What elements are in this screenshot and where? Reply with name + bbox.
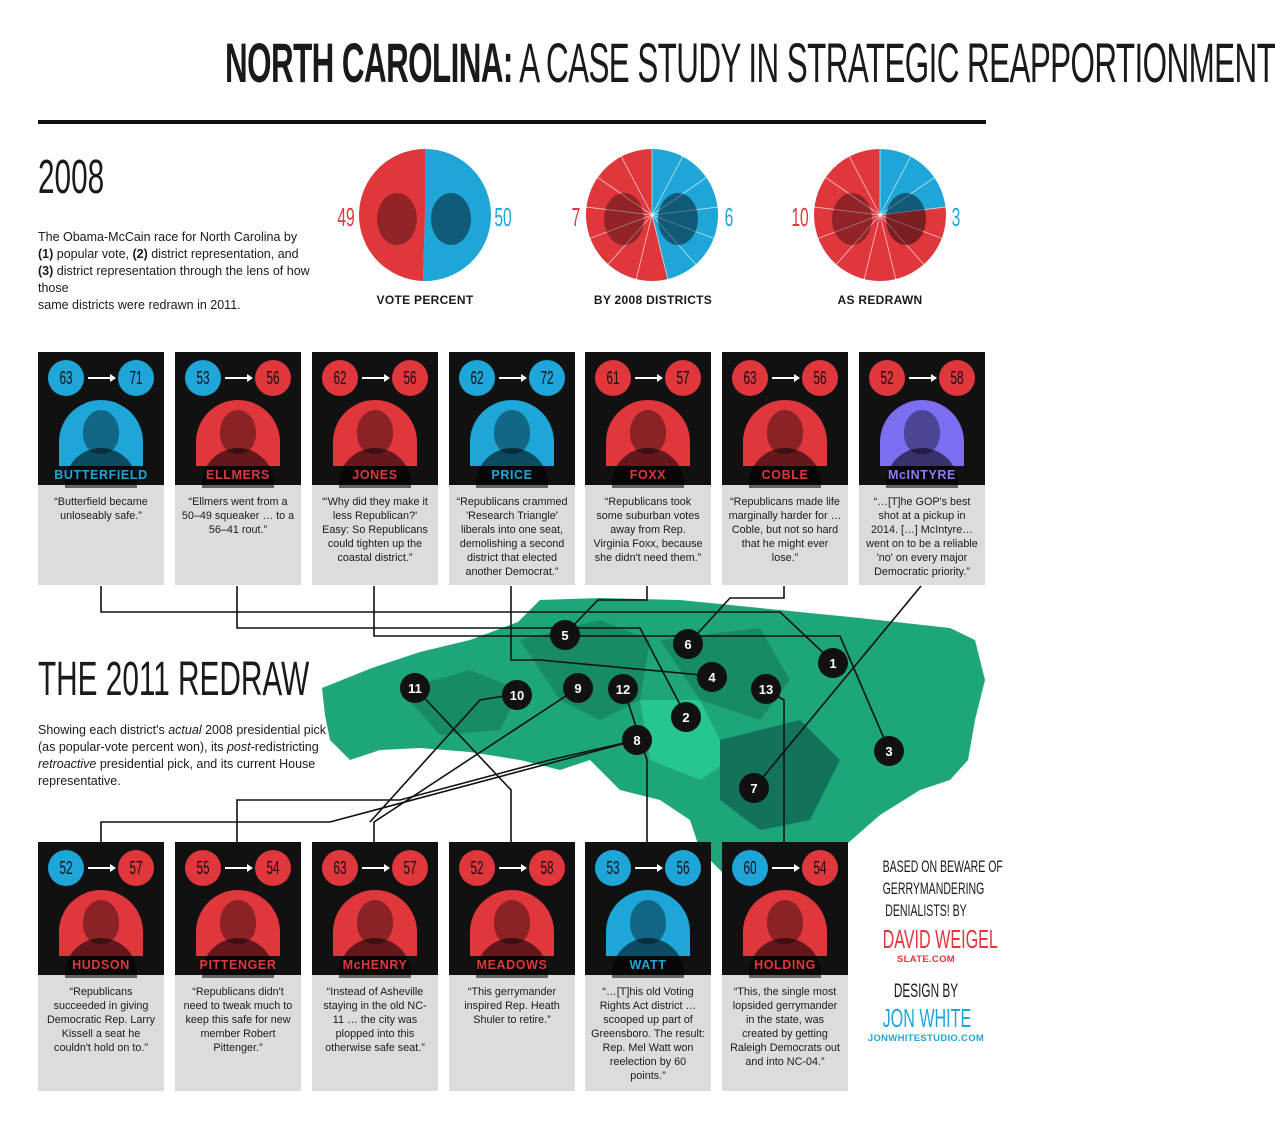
vote-2008-badge — [322, 850, 358, 886]
representative-portrait — [880, 400, 964, 466]
pie-districts-mccain: 7 — [571, 202, 581, 232]
bottom-card-meadows — [449, 842, 575, 1091]
vote-2008-badge — [185, 360, 221, 396]
intro-2011 — [38, 722, 338, 790]
pie-redrawn-obama: 3 — [951, 202, 961, 232]
intro-2011-e: -redistricting — [250, 740, 319, 754]
intro-2008-n3: (3) — [38, 264, 54, 278]
credit-based-on-1: BASED ON BEWARE OF — [882, 857, 1003, 876]
arrow-icon — [635, 377, 661, 379]
vote-redrawn-badge — [529, 850, 565, 886]
intro-2008-t3: district representation through the lens of how those — [38, 264, 310, 295]
vote-2008-badge — [732, 850, 768, 886]
representative-quote: “Republicans made life marginally harder for … Coble, but not so hard that he might ever lose.” — [722, 485, 848, 585]
district-11: 11 — [400, 673, 430, 703]
representative-quote: “This, the single most lopsided gerrymander in the state, was created by getting Raleigh Democrats out and into NC-04.” — [722, 975, 848, 1091]
arrow-icon — [88, 377, 114, 379]
title-bold: NORTH CAROLINA: — [225, 31, 513, 94]
representative-name: HOLDING — [754, 958, 816, 972]
bottom-card-watt — [585, 842, 711, 1091]
district-10: 10 — [502, 680, 532, 710]
district-8: 8 — [622, 725, 652, 755]
district-2: 2 — [671, 702, 701, 732]
intro-2011-d: post — [226, 740, 251, 754]
bottom-card-hudson — [38, 842, 164, 1091]
vote-redrawn-badge — [118, 360, 154, 396]
representative-quote: “Republicans crammed 'Research Triangle' liberals into one seat, demolishing a second district that elected another Democrat.” — [449, 485, 575, 585]
vote-2008-value: 62 — [333, 367, 347, 388]
district-7: 7 — [739, 773, 769, 803]
card-header — [312, 842, 438, 975]
title-rest: A CASE STUDY IN STRATEGIC REAPPORTIONMENT — [512, 31, 1275, 94]
vote-redrawn-value: 71 — [129, 367, 143, 388]
arrow-icon — [362, 377, 388, 379]
vote-2008-value: 53 — [196, 367, 210, 388]
vote-2008-badge — [595, 360, 631, 396]
credit-author: DAVID WEIGEL — [882, 924, 998, 954]
vote-2008-value: 63 — [743, 367, 757, 388]
arrow-icon — [772, 377, 798, 379]
bottom-card-pittenger — [175, 842, 301, 1091]
district-12: 12 — [608, 674, 638, 704]
arrow-icon — [362, 867, 388, 869]
card-header — [449, 352, 575, 485]
top-card-price — [449, 352, 575, 585]
vote-redrawn-value: 56 — [676, 857, 690, 878]
representative-name: COBLE — [761, 468, 809, 482]
representative-name: PRICE — [491, 468, 533, 482]
intro-2008-t2: district representation, and — [147, 247, 299, 261]
representative-portrait — [59, 400, 143, 466]
representative-name: ELLMERS — [206, 468, 270, 482]
vote-redrawn-badge — [529, 360, 565, 396]
representative-quote: “This gerrymander inspired Rep. Heath Shuler to retire.” — [449, 975, 575, 1091]
vote-2008-badge — [732, 360, 768, 396]
top-card-jones — [312, 352, 438, 585]
arrow-icon — [225, 867, 251, 869]
representative-portrait — [196, 890, 280, 956]
vote-redrawn-badge — [118, 850, 154, 886]
representative-quote: “'Why did they make it less Republican?' Easy: So Republicans could tighten up the coastal district.” — [312, 485, 438, 585]
vote-2008-value: 61 — [606, 367, 620, 388]
representative-name: MEADOWS — [476, 958, 548, 972]
vote-redrawn-badge — [665, 850, 701, 886]
card-header — [722, 352, 848, 485]
arrow-icon — [635, 867, 661, 869]
representative-portrait — [743, 890, 827, 956]
vote-2008-value: 55 — [196, 857, 210, 878]
bottom-card-holding — [722, 842, 848, 1091]
district-9: 9 — [563, 673, 593, 703]
top-card-butterfield — [38, 352, 164, 585]
vote-redrawn-badge — [939, 360, 975, 396]
pie-vote-label: VOTE PERCENT — [376, 293, 474, 307]
intro-2008-line1: The Obama-McCain race for North Carolina by — [38, 230, 298, 244]
intro-2008-n1: (1) — [38, 247, 54, 261]
vote-redrawn-value: 54 — [266, 857, 280, 878]
representative-quote: “Instead of Asheville staying in the old NC-11 … the city was plopped into this otherwise safe seat.” — [312, 975, 438, 1091]
arrow-icon — [499, 867, 525, 869]
representative-quote: “Republicans succeeded in giving Democratic Rep. Larry Kissell a seat he couldn't hold on to.” — [38, 975, 164, 1091]
representative-name: HUDSON — [72, 958, 130, 972]
representative-portrait — [470, 890, 554, 956]
intro-2011-g: presidential pick, and its current House representative. — [38, 757, 316, 788]
card-header — [722, 842, 848, 975]
vote-redrawn-badge — [255, 850, 291, 886]
representative-portrait — [606, 400, 690, 466]
representative-name: WATT — [629, 958, 667, 972]
vote-2008-value: 63 — [59, 367, 73, 388]
intro-2011-c: 2008 presidential pick (as popular-vote percent won), its — [38, 723, 326, 754]
vote-redrawn-value: 57 — [676, 367, 690, 388]
card-header — [585, 842, 711, 975]
representative-name: FOXX — [629, 468, 667, 482]
representative-portrait — [743, 400, 827, 466]
vote-redrawn-badge — [802, 360, 838, 396]
intro-2011-a: Showing each district's — [38, 723, 169, 737]
top-card-foxx — [585, 352, 711, 585]
heading-2008: 2008 — [38, 151, 105, 204]
vote-redrawn-badge — [665, 360, 701, 396]
vote-redrawn-value: 54 — [813, 857, 827, 878]
vote-2008-badge — [459, 850, 495, 886]
heading-2011: THE 2011 REDRAW — [38, 653, 310, 706]
district-1: 1 — [818, 648, 848, 678]
pie-redrawn-label: AS REDRAWN — [837, 293, 923, 307]
vote-redrawn-value: 58 — [950, 367, 964, 388]
vote-2008-value: 52 — [880, 367, 894, 388]
representative-name: BUTTERFIELD — [54, 468, 148, 482]
vote-2008-value: 52 — [59, 857, 73, 878]
card-header — [175, 842, 301, 975]
arrow-icon — [772, 867, 798, 869]
vote-redrawn-value: 56 — [813, 367, 827, 388]
representative-name: JONES — [352, 468, 398, 482]
vote-redrawn-value: 56 — [266, 367, 280, 388]
arrow-icon — [88, 867, 114, 869]
vote-2008-badge — [185, 850, 221, 886]
top-card-ellmers — [175, 352, 301, 585]
card-header — [312, 352, 438, 485]
arrow-icon — [225, 377, 251, 379]
representative-quote: “Republicans took some suburban votes away from Rep. Virginia Foxx, because she didn't need them.” — [585, 485, 711, 585]
vote-redrawn-badge — [392, 360, 428, 396]
representative-quote: “Ellmers went from a 50–49 squeaker … to a 56–41 rout.” — [175, 485, 301, 585]
vote-redrawn-badge — [802, 850, 838, 886]
credit-based-on-3: DENIALISTS! BY — [885, 901, 967, 920]
credit-author-url: SLATE.COM — [897, 954, 955, 965]
pie-vote-obama: 50 — [494, 202, 512, 232]
district-6: 6 — [673, 629, 703, 659]
representative-portrait — [333, 400, 417, 466]
intro-2008-t1: popular vote, — [53, 247, 133, 261]
representative-portrait — [333, 890, 417, 956]
credit-based-on-2: GERRYMANDERING — [882, 879, 985, 898]
vote-redrawn-value: 72 — [540, 367, 554, 388]
vote-2008-badge — [48, 360, 84, 396]
vote-2008-badge — [595, 850, 631, 886]
representative-name: McINTYRE — [887, 468, 956, 482]
bottom-card-mchenry — [312, 842, 438, 1091]
vote-redrawn-value: 57 — [403, 857, 417, 878]
representative-quote: “Butterfield became unloseably safe.” — [38, 485, 164, 585]
representative-portrait — [196, 400, 280, 466]
intro-2011-f: retroactive — [38, 757, 97, 771]
top-card-coble — [722, 352, 848, 585]
vote-2008-value: 62 — [470, 367, 484, 388]
pie-districts-label: BY 2008 DISTRICTS — [593, 293, 713, 307]
district-5: 5 — [550, 620, 580, 650]
representative-quote: “Republicans didn't need to tweak much to keep this safe for new member Robert Pittenger.” — [175, 975, 301, 1091]
representative-portrait — [606, 890, 690, 956]
representative-portrait — [59, 890, 143, 956]
intro-2011-b: actual — [168, 723, 202, 737]
representative-name: PITTENGER — [199, 958, 277, 972]
representative-quote: “…[T]he GOP's best shot at a pickup in 2014. […] McIntyre…went on to be a reliable 'no' on every major Democratic priority.” — [859, 485, 985, 585]
vote-2008-badge — [459, 360, 495, 396]
card-header — [38, 352, 164, 485]
representative-quote: “…[T]his old Voting Rights Act district … scooped up part of Greensboro. The result: Rep. Mel Watt won reelection by 60 points.” — [585, 975, 711, 1091]
intro-2008-line4: same districts were redrawn in 2011. — [38, 298, 241, 312]
intro-2008-n2: (2) — [132, 247, 148, 261]
vote-2008-badge — [48, 850, 84, 886]
arrow-icon — [499, 377, 525, 379]
vote-redrawn-value: 57 — [129, 857, 143, 878]
card-header — [859, 352, 985, 485]
card-header — [38, 842, 164, 975]
district-13: 13 — [751, 674, 781, 704]
representative-portrait — [470, 400, 554, 466]
district-3: 3 — [874, 736, 904, 766]
arrow-icon — [909, 377, 935, 379]
vote-redrawn-badge — [255, 360, 291, 396]
district-4: 4 — [697, 662, 727, 692]
vote-2008-badge — [869, 360, 905, 396]
pie-redrawn-mccain: 10 — [791, 202, 809, 232]
vote-redrawn-badge — [392, 850, 428, 886]
top-card-mcintyre — [859, 352, 985, 585]
vote-2008-value: 52 — [470, 857, 484, 878]
vote-redrawn-value: 58 — [540, 857, 554, 878]
representative-name: McHENRY — [342, 958, 408, 972]
card-header — [449, 842, 575, 975]
vote-2008-value: 63 — [333, 857, 347, 878]
vote-2008-badge — [322, 360, 358, 396]
vote-2008-value: 60 — [743, 857, 757, 878]
credits — [856, 856, 1003, 1044]
credit-designer: JON WHITE — [882, 1003, 972, 1033]
credit-design-by: DESIGN BY — [893, 981, 959, 1002]
card-header — [585, 352, 711, 485]
vote-redrawn-value: 56 — [403, 367, 417, 388]
pie-districts-obama: 6 — [724, 202, 734, 232]
vote-2008-value: 53 — [606, 857, 620, 878]
card-header — [175, 352, 301, 485]
pie-vote-mccain: 49 — [337, 202, 355, 232]
credit-designer-url: JONWHITESTUDIO.COM — [867, 1033, 985, 1044]
